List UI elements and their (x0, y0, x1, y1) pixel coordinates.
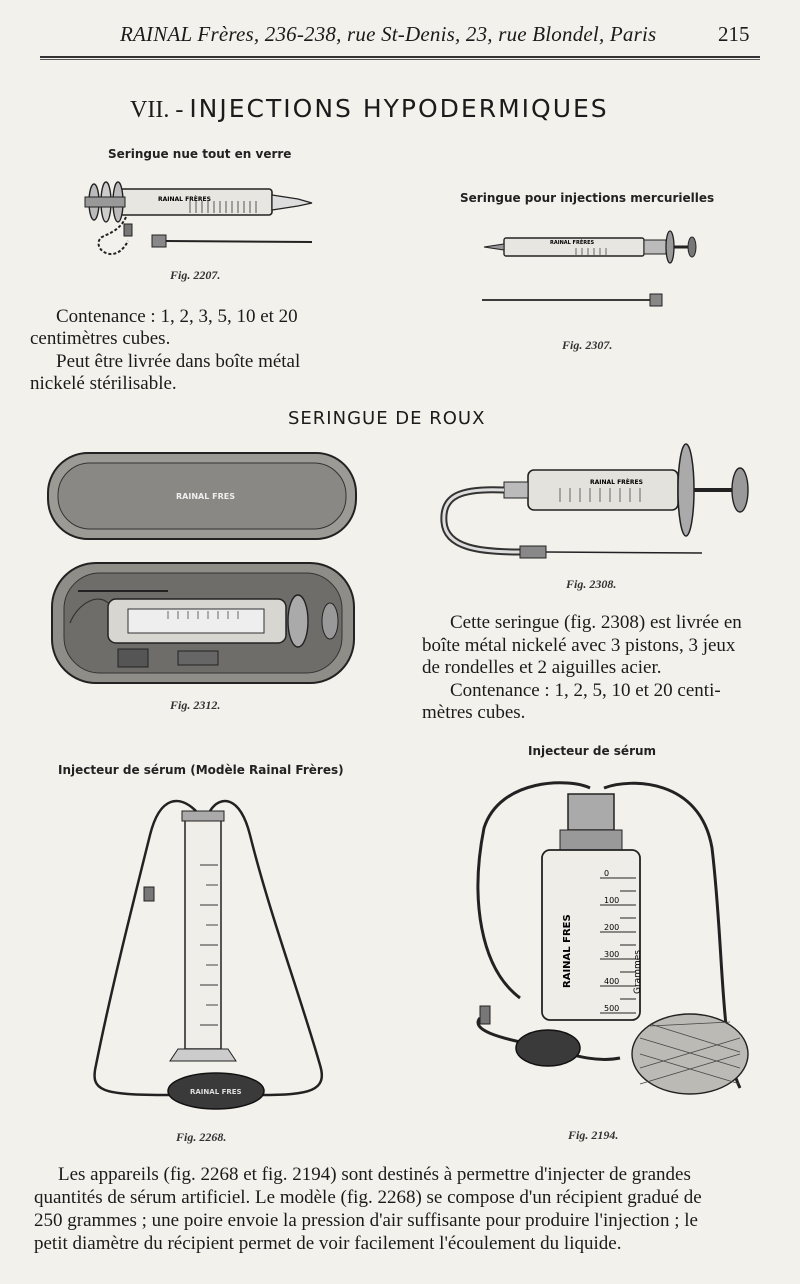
roux-text-4: Contenance : 1, 2, 5, 10 et 20 centi- (450, 680, 721, 701)
bottle-scale-label: Grammes (633, 950, 643, 994)
roux-case-label: RAINAL FRES (176, 492, 235, 501)
grad-300: 300 (604, 950, 620, 959)
grad-200: 200 (604, 923, 620, 932)
header-rule (40, 56, 760, 58)
fig-2207-label: Fig. 2207. (170, 268, 221, 282)
footer-text-4: petit diamètre du récipient permet de voir facilement l'écoulement du liquide. (34, 1233, 622, 1254)
bottle-brand-label: RAINAL FRES (562, 914, 573, 988)
footer-text-2: quantités de sérum artificiel. Le modèle (fig. 2268) se compose d'un récipient gradué de (34, 1187, 702, 1208)
left-injector-illustration (60, 795, 350, 1125)
header-rule-thin (40, 59, 760, 60)
grad-500: 500 (604, 1004, 620, 1013)
fig-2307-label: Fig. 2307. (562, 338, 613, 352)
fig-2308-label: Fig. 2308. (566, 577, 617, 591)
glass-syringe-box-note: Peut être livrée dans boîte métal (56, 351, 301, 372)
glass-syringe-capacity-unit: centimètres cubes. (30, 328, 171, 349)
mercury-syringe-label: RAINAL FRÈRES (550, 240, 595, 246)
section-heading: INJECTIONS HYPODERMIQUES (189, 94, 609, 123)
fig-2194-label: Fig. 2194. (568, 1128, 619, 1142)
glass-syringe-caption: Seringue nue tout en verre (108, 147, 292, 161)
roux-syringe-label: RAINAL FRÈRES (590, 479, 643, 486)
section-title (130, 94, 609, 124)
right-injector-caption: Injecteur de sérum (528, 744, 657, 758)
roux-text-1: Cette seringue (fig. 2308) est livrée en (450, 612, 742, 633)
roux-syringe-illustration (440, 440, 770, 570)
glass-syringe-illustration (80, 175, 320, 270)
footer-text-1: Les appareils (fig. 2268 et fig. 2194) sont destinés à permettre d'injecter de grandes (58, 1164, 691, 1185)
running-header (0, 22, 800, 52)
roux-case-illustration (48, 453, 358, 693)
roux-text-5: mètres cubes. (422, 702, 526, 723)
roux-text-3: de rondelles et 2 aiguilles acier. (422, 657, 662, 678)
grad-0: 0 (604, 869, 610, 878)
grad-400: 400 (604, 977, 620, 986)
mercury-syringe-illustration (480, 222, 710, 314)
glass-syringe-label: RAINAL FRÈRES (158, 196, 211, 203)
fig-2268-label: Fig. 2268. (176, 1130, 227, 1144)
section-number: VII. - (130, 97, 184, 123)
roux-subtitle: SERINGUE DE ROUX (288, 408, 486, 429)
roux-text-2: boîte métal nickelé avec 3 pistons, 3 jeux (422, 635, 736, 656)
glass-syringe-box-note-cont: nickelé stérilisable. (30, 373, 177, 394)
right-injector-illustration (440, 768, 760, 1128)
grad-100: 100 (604, 896, 620, 905)
left-injector-bulb-label: RAINAL FRES (190, 1088, 242, 1096)
page-number: 215 (718, 22, 750, 46)
footer-text-3: 250 grammes ; une poire envoie la pression d'air suffisante pour produire l'injection ; le (34, 1210, 698, 1231)
publisher-line: RAINAL Frères, 236-238, rue St-Denis, 23, rue Blondel, Paris (120, 22, 657, 46)
fig-2312-label: Fig. 2312. (170, 698, 221, 712)
mercury-syringe-caption: Seringue pour injections mercurielles (460, 191, 715, 205)
glass-syringe-capacity: Contenance : 1, 2, 3, 5, 10 et 20 (56, 306, 298, 327)
left-injector-caption: Injecteur de sérum (Modèle Rainal Frères) (58, 763, 344, 777)
